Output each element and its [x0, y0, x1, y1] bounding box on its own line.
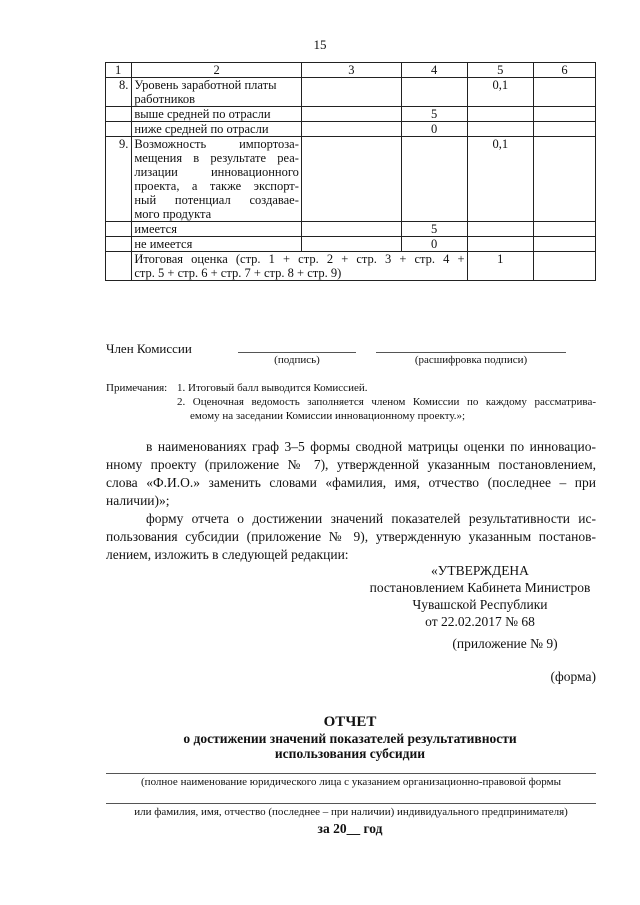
signature-caption: (подпись) [274, 354, 320, 366]
criterion-cell: выше средней по отрасли [132, 107, 302, 122]
table-cell [301, 222, 401, 237]
report-subtitle: о достижении значений показателей результативности [183, 731, 517, 746]
criterion-cell [132, 137, 302, 222]
criterion-line: проекта, а также экспорт- [134, 179, 299, 193]
signature-line [238, 352, 356, 353]
org-name-caption: (полное наименование юридического лица с указанием организационно-правовой формы [141, 776, 561, 788]
entrepreneur-name-line [106, 803, 596, 804]
header-cell: 2 [132, 63, 302, 78]
weight-cell [467, 222, 533, 237]
criterion-cell: не имеется [132, 237, 302, 252]
header-cell: 6 [533, 63, 595, 78]
row-number [106, 107, 132, 122]
score-cell: 0 [401, 237, 467, 252]
row-number [106, 237, 132, 252]
page-number: 15 [313, 37, 327, 52]
report-year: за 20__ год [317, 821, 383, 836]
body-line: слова «Ф.И.О.» заменить словами «фамилия, имя, отчество (последнее – при [106, 475, 596, 490]
report-subtitle: использования субсидии [274, 746, 426, 761]
scoring-table [105, 62, 596, 281]
table-row [106, 222, 596, 237]
criterion-line: мещения в результате реа- [134, 151, 299, 165]
row-number [106, 222, 132, 237]
org-name-line [106, 773, 596, 774]
score-cell: 5 [401, 107, 467, 122]
score-cell [401, 137, 467, 222]
score-cell: 5 [401, 222, 467, 237]
criterion-cell: имеется [132, 222, 302, 237]
table-row [106, 78, 596, 107]
table-cell [301, 237, 401, 252]
approval-line: Чувашской Республики [412, 597, 548, 612]
total-label [132, 252, 467, 281]
body-line: форму отчета о достижении значений показателей результативности ис- [146, 511, 596, 526]
table-cell [533, 252, 595, 281]
note-item: 1. Итоговый балл выводится Комиссией. [177, 382, 368, 394]
body-line: нному проекту (приложение № 7), утвержденной указанным постановлением, [106, 457, 596, 472]
approval-line: постановлением Кабинета Министров [369, 580, 591, 595]
table-cell [533, 122, 595, 137]
report-title: ОТЧЕТ [323, 714, 377, 730]
criterion-line: лизации инновационного [134, 165, 299, 179]
body-text [106, 438, 596, 564]
notes-label: Примечания: [106, 382, 168, 394]
total-line: стр. 5 + стр. 6 + стр. 7 + стр. 8 + стр. 9) [134, 266, 342, 280]
body-line: пользования субсидии (приложение № 9), утвержденную указанным постанов- [106, 529, 596, 544]
table-row [106, 137, 596, 222]
table-row [106, 122, 596, 137]
header-cell: 4 [401, 63, 467, 78]
entrepreneur-name-caption: или фамилия, имя, отчество (последнее – при наличии) индивидуального предпринимателя) [134, 806, 568, 818]
criterion-line: Уровень заработной платы [134, 78, 277, 92]
table-cell [533, 107, 595, 122]
row-number [106, 122, 132, 137]
approval-block [355, 562, 605, 630]
weight-cell: 0,1 [467, 137, 533, 222]
score-cell [401, 78, 467, 107]
decode-caption: (расшифровка подписи) [414, 354, 528, 366]
note-item: 2. Оценочная ведомость заполняется членом Комиссии по каждому рассматрива- [177, 396, 596, 408]
approval-line: «УТВЕРЖДЕНА [431, 563, 529, 578]
weight-cell [467, 122, 533, 137]
body-line: лением, изложить в следующей редакции: [106, 547, 349, 562]
table-cell [533, 222, 595, 237]
table-row [106, 237, 596, 252]
row-number: 8. [106, 78, 132, 107]
table-row [106, 107, 596, 122]
table-cell [301, 122, 401, 137]
total-line: Итоговая оценка (стр. 1 + стр. 2 + стр. 3 + стр. 4 + [134, 252, 465, 266]
criterion-line: мого продукта [134, 207, 212, 221]
header-cell: 3 [301, 63, 401, 78]
weight-cell [467, 107, 533, 122]
weight-cell [467, 237, 533, 252]
approval-line: от 22.02.2017 № 68 [425, 614, 535, 629]
body-line: в наименованиях граф 3–5 формы сводной матрицы оценки по инновацио- [146, 439, 596, 454]
commission-member-label: Член Комиссии [106, 341, 192, 356]
criterion-line: ный потенциал создавае- [134, 193, 299, 207]
table-cell [533, 237, 595, 252]
table-cell [533, 78, 595, 107]
score-cell: 0 [401, 122, 467, 137]
table-cell [301, 78, 401, 107]
header-cell: 5 [467, 63, 533, 78]
criterion-cell [132, 78, 302, 107]
body-line: наличии)»; [106, 493, 170, 508]
criterion-line: работников [134, 92, 196, 106]
decode-line [376, 352, 566, 353]
total-value: 1 [467, 252, 533, 281]
criterion-cell: ниже средней по отрасли [132, 122, 302, 137]
table-cell [533, 137, 595, 222]
form-label: (форма) [550, 669, 596, 684]
table-cell [106, 252, 132, 281]
row-number: 9. [106, 137, 132, 222]
table-header-row [106, 63, 596, 78]
weight-cell: 0,1 [467, 78, 533, 107]
table-cell [301, 137, 401, 222]
criterion-line: Возможность импортоза- [134, 137, 299, 151]
header-cell: 1 [106, 63, 132, 78]
table-cell [301, 107, 401, 122]
total-row [106, 252, 596, 281]
appendix-label: (приложение № 9) [452, 636, 558, 651]
note-item-cont: емому на заседании Комиссии инновационному проекту.»; [190, 410, 466, 422]
